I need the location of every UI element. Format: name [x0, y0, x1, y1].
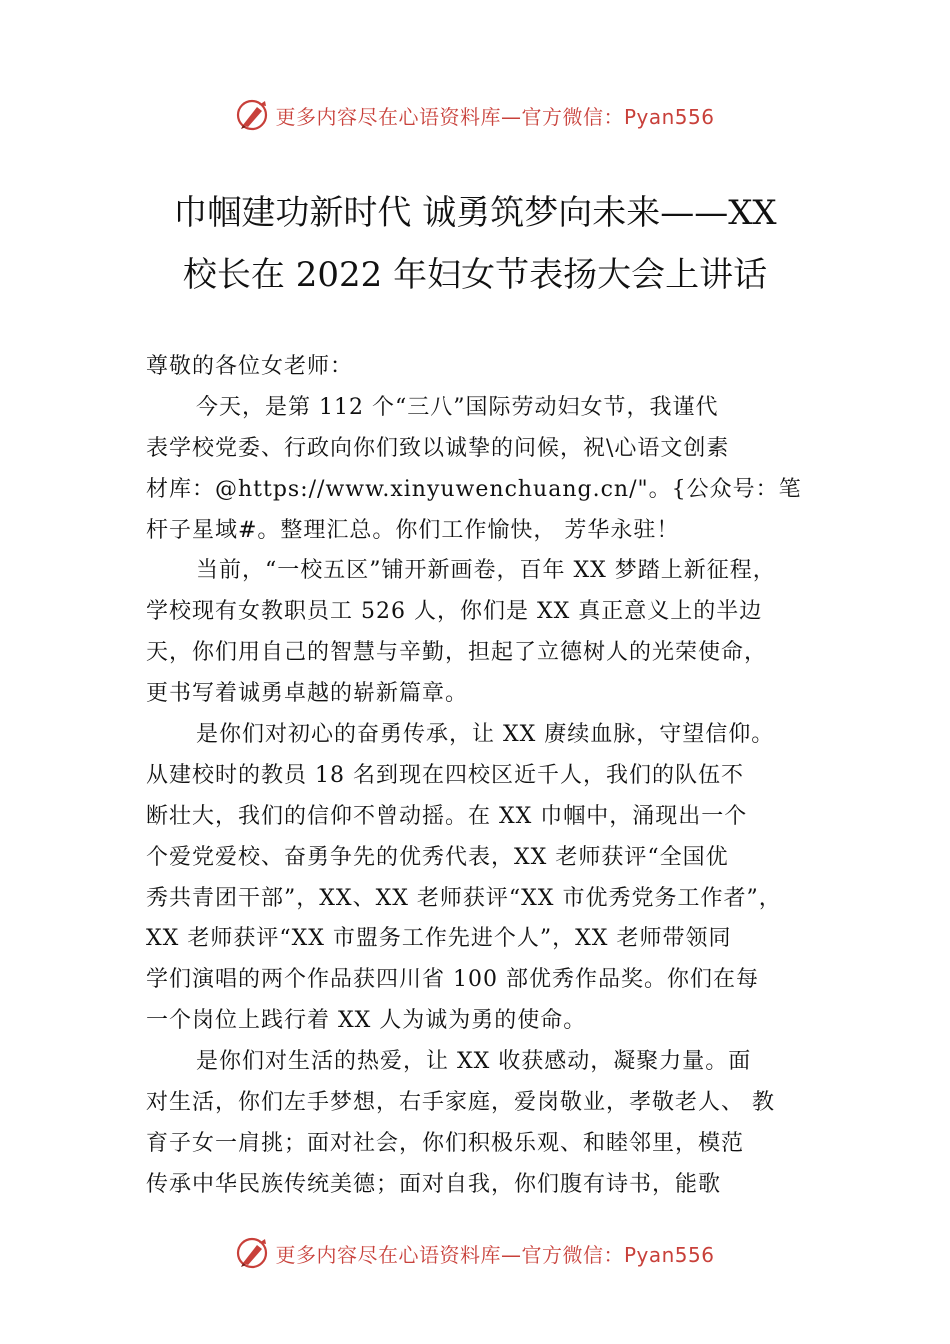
- title-line-1: 巾帼建功新时代 诚勇筑梦向未来——XX: [173, 193, 777, 233]
- title-line-2: 校长在 2022 年妇女节表扬大会上讲话: [182, 255, 768, 295]
- paragraph-line: 是你们对生活的热爱，让 XX 收获感动，凝聚力量。面: [196, 1049, 752, 1075]
- paragraph-line: 当前，“一校五区”铺开新画卷，百年 XX 梦踏上新征程，: [196, 558, 776, 584]
- paragraph-line: 从建校时的教员 18 名到现在四校区近千人，我们的队伍不: [146, 762, 744, 788]
- paragraph-line: 学校现有女教职员工 526 人，你们是 XX 真正意义上的半边: [146, 599, 763, 625]
- paragraph-line: 断壮大，我们的信仰不曾动摇。在 XX 巾帼中，涌现出一个: [146, 803, 748, 829]
- paragraph-line: 传承中华民族传统美德；面对自我，你们腹有诗书，能歌: [146, 1171, 722, 1197]
- header-watermark-banner: [0, 95, 950, 135]
- watermark-text: 更多内容尽在心语资料库—官方微信：Pyan556: [275, 1242, 715, 1267]
- paragraph-line: 是你们对初心的奋勇传承，让 XX 赓续血脉，守望信仰。: [196, 722, 775, 748]
- pen-logo-icon: [235, 1235, 271, 1271]
- paragraph-line: 个爱党爱校、奋勇争先的优秀代表，XX 老师获评“全国优: [146, 844, 729, 870]
- paragraph-line: 秀共青团干部”，XX、XX 老师获评“XX 市优秀党务工作者”，: [146, 885, 782, 911]
- paragraph-line: 学们演唱的两个作品获四川省 100 部优秀作品奖。你们在每: [146, 967, 759, 993]
- watermark-text: 更多内容尽在心语资料库—官方微信：Pyan556: [275, 104, 715, 129]
- page-title: [100, 182, 850, 306]
- paragraph-line: 一个岗位上践行着 XX 人为诚为勇的使命。: [146, 1008, 587, 1034]
- paragraph-line: 更书写着诚勇卓越的崭新篇章。: [146, 681, 469, 707]
- paragraph-line: 杆子星域#。整理汇总。你们工作愉快， 芳华永驻！: [146, 517, 680, 543]
- paragraph-line: 育子女一肩挑；面对社会，你们积极乐观、和睦邻里，模范: [146, 1130, 745, 1156]
- paragraph-line: 材库：@https://www.xinyuwenchuang.cn/"。{公众号：笔: [146, 476, 802, 502]
- paragraph-line: 今天，是第 112 个“三八”国际劳动妇女节，我谨代: [196, 394, 719, 420]
- paragraph-line: 对生活，你们左手梦想，右手家庭，爱岗敬业，孝敬老人、 教: [146, 1090, 775, 1116]
- paragraph-line: XX 老师获评“XX 市盟务工作先进个人”，XX 老师带领同: [146, 926, 732, 952]
- paragraph-line: 天，你们用自己的智慧与辛勤，担起了立德树人的光荣使命，: [146, 640, 768, 666]
- footer-watermark-banner: [0, 1233, 950, 1273]
- salutation: 尊敬的各位女老师：: [146, 354, 354, 379]
- speech-body: [146, 347, 826, 1206]
- pen-logo-icon: [235, 97, 271, 133]
- paragraph-line: 表学校党委、行政向你们致以诚挚的问候，祝\心语文创素: [146, 435, 730, 461]
